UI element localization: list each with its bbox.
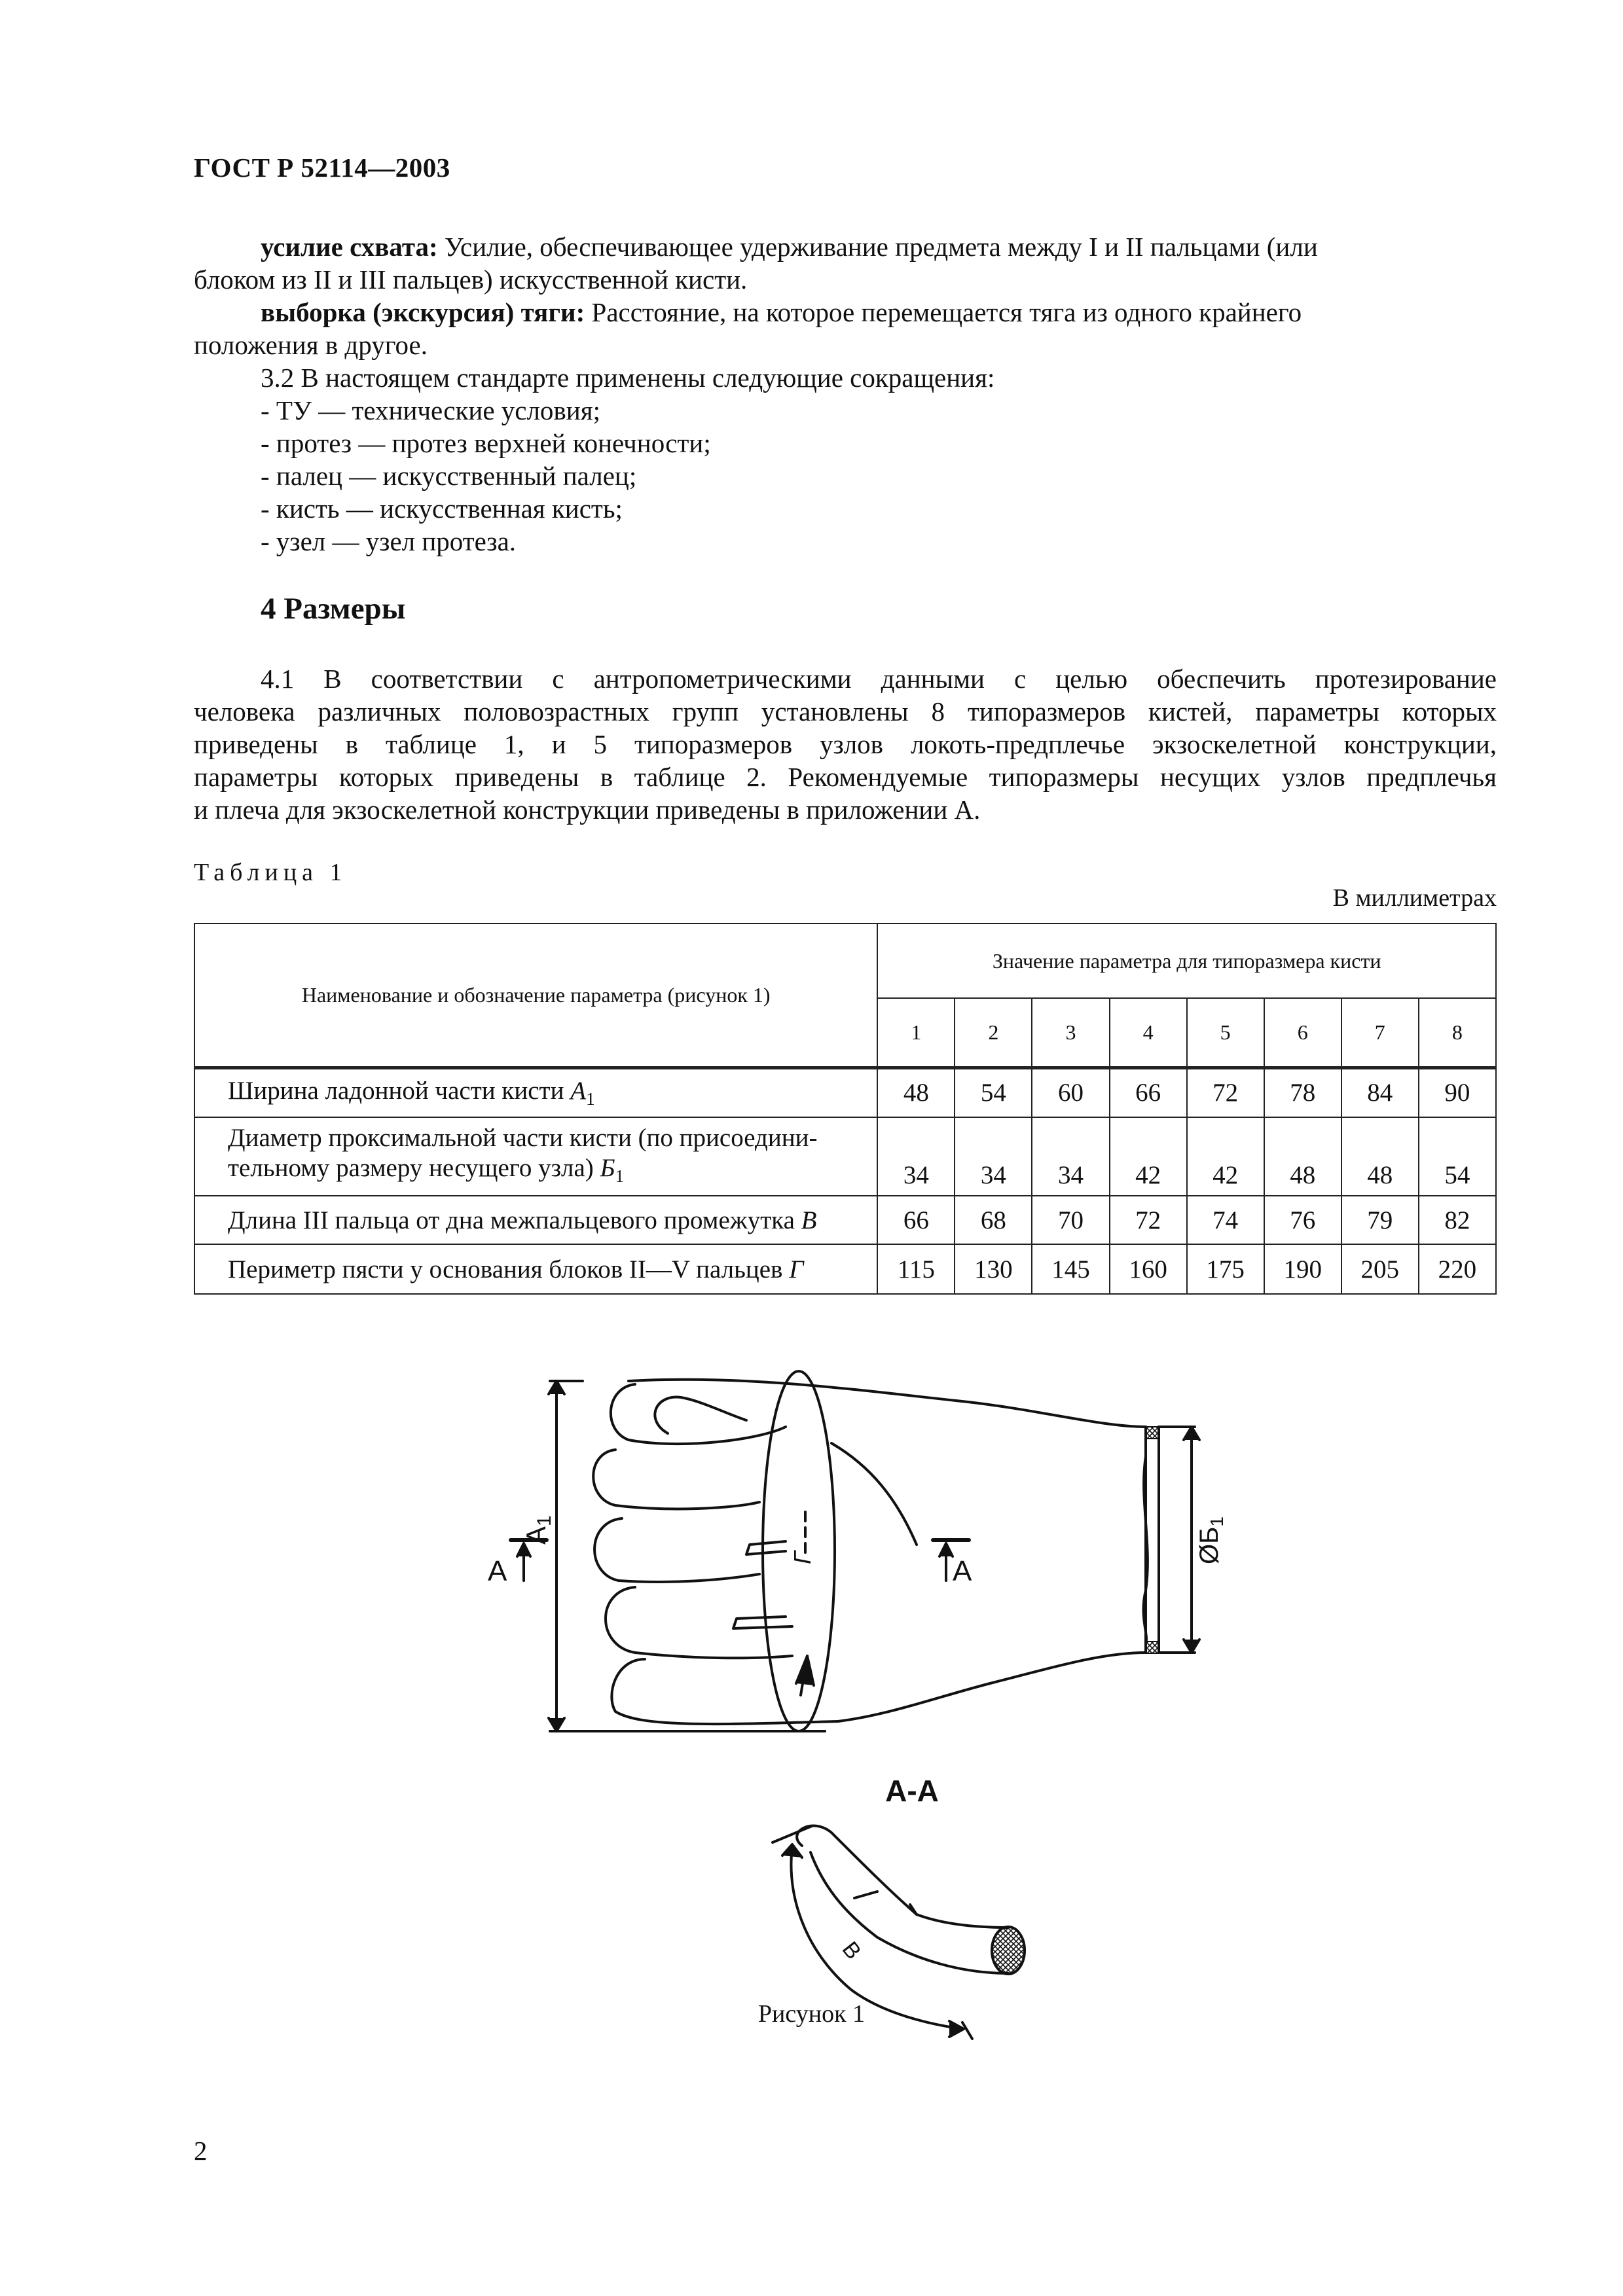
table-size-header: 7	[1341, 998, 1419, 1067]
abbrev-item: - палец — искусственный палец;	[261, 461, 637, 491]
section-title: A-A	[885, 1774, 939, 1808]
figure-caption: Рисунок 1	[757, 2000, 866, 2028]
hand-figure	[419, 1329, 1237, 2049]
abbrev-intro: 3.2 В настоящем стандарте применены следующие сокращения:	[261, 363, 995, 393]
table-cell: 70	[1032, 1196, 1109, 1244]
table-cell: 76	[1264, 1196, 1341, 1244]
section-paragraph-line: параметры которых приведены в таблице 2. Рекомендуемые типоразмеры несущих узлов предплечья	[194, 762, 1497, 792]
table-row-name: Диаметр проксимальной части кисти (по присоедини- тельному размеру несущего узла) $Б_1$	[194, 1117, 877, 1196]
label-g: Г	[789, 1551, 816, 1564]
term-label: усилие схвата:	[261, 232, 438, 262]
label-a1: A1	[520, 1515, 555, 1545]
term-thrust-excursion-cont: положения в другое.	[194, 330, 428, 360]
term-label: выборка (экскурсия) тяги:	[261, 297, 585, 327]
section-paragraph-line: и плеча для экзоскелетной конструкции приведены в приложении А.	[194, 795, 981, 825]
term-grip-force-cont: блоком из II и III пальцев) искусственной кисти.	[194, 264, 748, 295]
table-cell: 66	[877, 1196, 955, 1244]
table-cell: 48	[877, 1067, 955, 1117]
table-cell: 34	[877, 1117, 955, 1196]
table-cell: 68	[955, 1196, 1032, 1244]
abbrev-item: - протез — протез верхней конечности;	[261, 428, 711, 458]
table-cell: 205	[1341, 1244, 1419, 1294]
table-row	[194, 1244, 1496, 1294]
table-cell: 60	[1032, 1067, 1109, 1117]
table-caption: Таблица 1	[194, 859, 348, 886]
table-row-name: Ширина ладонной части кисти $А_1$	[194, 1067, 877, 1117]
table-size-header: 5	[1187, 998, 1264, 1067]
table-size-header: 1	[877, 998, 955, 1067]
section-finger	[797, 1826, 1008, 1928]
table-cell: 42	[1110, 1117, 1187, 1196]
table-cell: 78	[1264, 1067, 1341, 1117]
table-cell: 79	[1341, 1196, 1419, 1244]
table-cell: 72	[1110, 1196, 1187, 1244]
table-cell: 34	[955, 1117, 1032, 1196]
table-row	[194, 1067, 1496, 1117]
abbrev-item: - ТУ — технические условия;	[261, 395, 600, 425]
page-number: 2	[194, 2136, 208, 2166]
table-row	[194, 1117, 1496, 1196]
table-cell: 54	[955, 1067, 1032, 1117]
hand-outline	[629, 1380, 1146, 1427]
finger	[594, 1518, 759, 1582]
term-thrust-excursion: выборка (экскурсия) тяги: Расстояние, на которое перемещается тяга из одного крайнего	[261, 297, 1302, 327]
table-size-header: 6	[1264, 998, 1341, 1067]
table-cell: 84	[1341, 1067, 1419, 1117]
finger	[611, 1384, 786, 1444]
table-cell: 48	[1264, 1117, 1341, 1196]
document-header-code: ГОСТ Р 52114—2003	[194, 152, 450, 183]
table-cell: 175	[1187, 1244, 1264, 1294]
table-header-parameter: Наименование и обозначение параметра (рисунок 1)	[194, 924, 877, 1067]
section-title: 4 Размеры	[261, 592, 406, 626]
abbrev-item: - кисть — искусственная кисть;	[261, 493, 623, 524]
table-cell: 74	[1187, 1196, 1264, 1244]
table-cell: 145	[1032, 1244, 1109, 1294]
label-b1: $ØБ_1$	[1195, 1516, 1227, 1564]
table-row-name: Длина III пальца от дна межпальцевого промежутка В	[194, 1196, 877, 1244]
finger	[593, 1450, 759, 1509]
table-size-header: 4	[1110, 998, 1187, 1067]
table-row	[194, 1196, 1496, 1244]
section-paragraph-line: человека различных половозрастных групп установлены 8 типоразмеров кистей, параметры которых	[194, 696, 1497, 726]
label-a-left: A	[488, 1555, 507, 1587]
term-grip-force: усилие схвата: Усилие, обеспечивающее удерживание предмета между I и II пальцами (или	[261, 232, 1318, 262]
table-row-name: Периметр пясти у основания блоков II—V пальцев Г	[194, 1244, 877, 1294]
table-size-header: 2	[955, 998, 1032, 1067]
table-units: В миллиметрах	[1332, 884, 1497, 912]
table-cell: 42	[1187, 1117, 1264, 1196]
section-paragraph-line: 4.1 В соответствии с антропометрическими данными с целью обеспечить протезирование	[261, 664, 1497, 694]
table-cell: 82	[1419, 1196, 1496, 1244]
table-cell: 90	[1419, 1067, 1496, 1117]
table-cell: 130	[955, 1244, 1032, 1294]
table-size-header: 3	[1032, 998, 1109, 1067]
table-cell: 115	[877, 1244, 955, 1294]
label-v: B	[837, 1937, 866, 1964]
table-cell: 160	[1110, 1244, 1187, 1294]
abbrev-item: - узел — узел протеза.	[261, 526, 517, 556]
parameters-table	[194, 923, 1497, 1295]
table-cell: 190	[1264, 1244, 1341, 1294]
table-cell: 54	[1419, 1117, 1496, 1196]
table-cell: 48	[1341, 1117, 1419, 1196]
table-size-header: 8	[1419, 998, 1496, 1067]
table-header-values: Значение параметра для типоразмера кисти	[877, 924, 1496, 998]
label-a-right: A	[953, 1555, 972, 1587]
section-paragraph-line: приведены в таблице 1, и 5 типоразмеров узлов локоть-предплечье экзоскелетной конструкции,	[194, 729, 1497, 759]
table-cell: 34	[1032, 1117, 1109, 1196]
table-cell: 66	[1110, 1067, 1187, 1117]
table-cell: 72	[1187, 1067, 1264, 1117]
table-cell: 220	[1419, 1244, 1496, 1294]
